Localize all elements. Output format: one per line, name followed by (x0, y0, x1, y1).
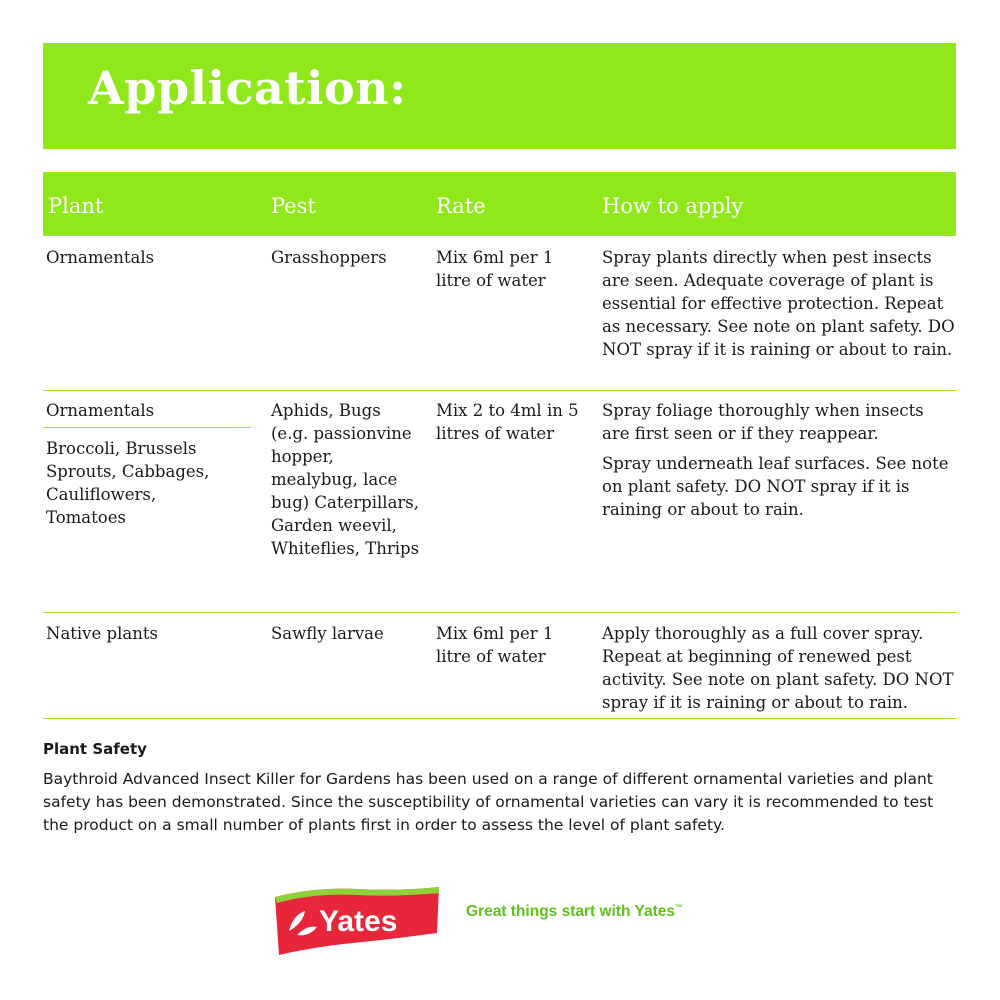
yates-logo (273, 885, 441, 955)
logo-wordmark: Yates (319, 905, 398, 938)
tagline-text: Great things start with Yates (466, 903, 676, 921)
header-how-to-apply: How to apply (602, 194, 744, 218)
header-plant: Plant (48, 194, 104, 218)
brand-tagline (466, 903, 683, 921)
title-banner (43, 43, 956, 149)
row3-rate: Mix 6ml per 1 litre of water (436, 624, 554, 666)
row-divider (43, 612, 956, 613)
row2-how-b: Spray underneath leaf surfaces. See note on plant safety. DO NOT spray if it is raining or about to rain. (602, 454, 949, 519)
row2-pest: Aphids, Bugs (e.g. passionvine hopper, mealybug, lace bug) Caterpillars, Garden weevil, Whiteflies, Thrips (271, 401, 420, 558)
row3-pest: Sawfly larvae (271, 624, 384, 643)
plant-safety-text: Baythroid Advanced Insect Killer for Gardens has been used on a range of different ornamental varieties and plant safety has been demonstrated. Since the susceptibility of ornamental varieties can vary it is recommended to test the product on a small number of plants first in order to assess the level of plant safety. (43, 770, 934, 834)
row-divider (43, 390, 956, 391)
table-header (43, 172, 956, 236)
row1-rate: Mix 6ml per 1 litre of water (436, 248, 554, 290)
row1-plant: Ornamentals (46, 248, 155, 267)
row2-how-a: Spray foliage thoroughly when insects are first seen or if they reappear. (602, 401, 924, 443)
row2-plant-a: Ornamentals (46, 401, 155, 420)
page-title: Application: (88, 61, 407, 115)
row3-how: Apply thoroughly as a full cover spray. Repeat at beginning of renewed pest activity. See note on plant safety. DO NOT spray if it is raining or about to rain. (602, 624, 954, 712)
row3-plant: Native plants (46, 624, 158, 643)
header-rate: Rate (436, 194, 486, 218)
row1-how: Spray plants directly when pest insects are seen. Adequate coverage of plant is essential for effective protection. Repeat as necessary. See note on plant safety. DO NOT spray if it is raining or about to rain. (602, 248, 955, 359)
header-pest: Pest (271, 194, 316, 218)
sub-row-divider (43, 427, 251, 428)
row1-pest: Grasshoppers (271, 248, 387, 267)
row-divider (43, 718, 956, 719)
row2-rate: Mix 2 to 4ml in 5 litres of water (436, 401, 579, 443)
trademark-symbol: ™ (675, 903, 684, 912)
plant-safety-heading: Plant Safety (43, 740, 147, 758)
row2-plant-b: Broccoli, Brussels Sprouts, Cabbages, Cauliflowers, Tomatoes (46, 439, 210, 527)
